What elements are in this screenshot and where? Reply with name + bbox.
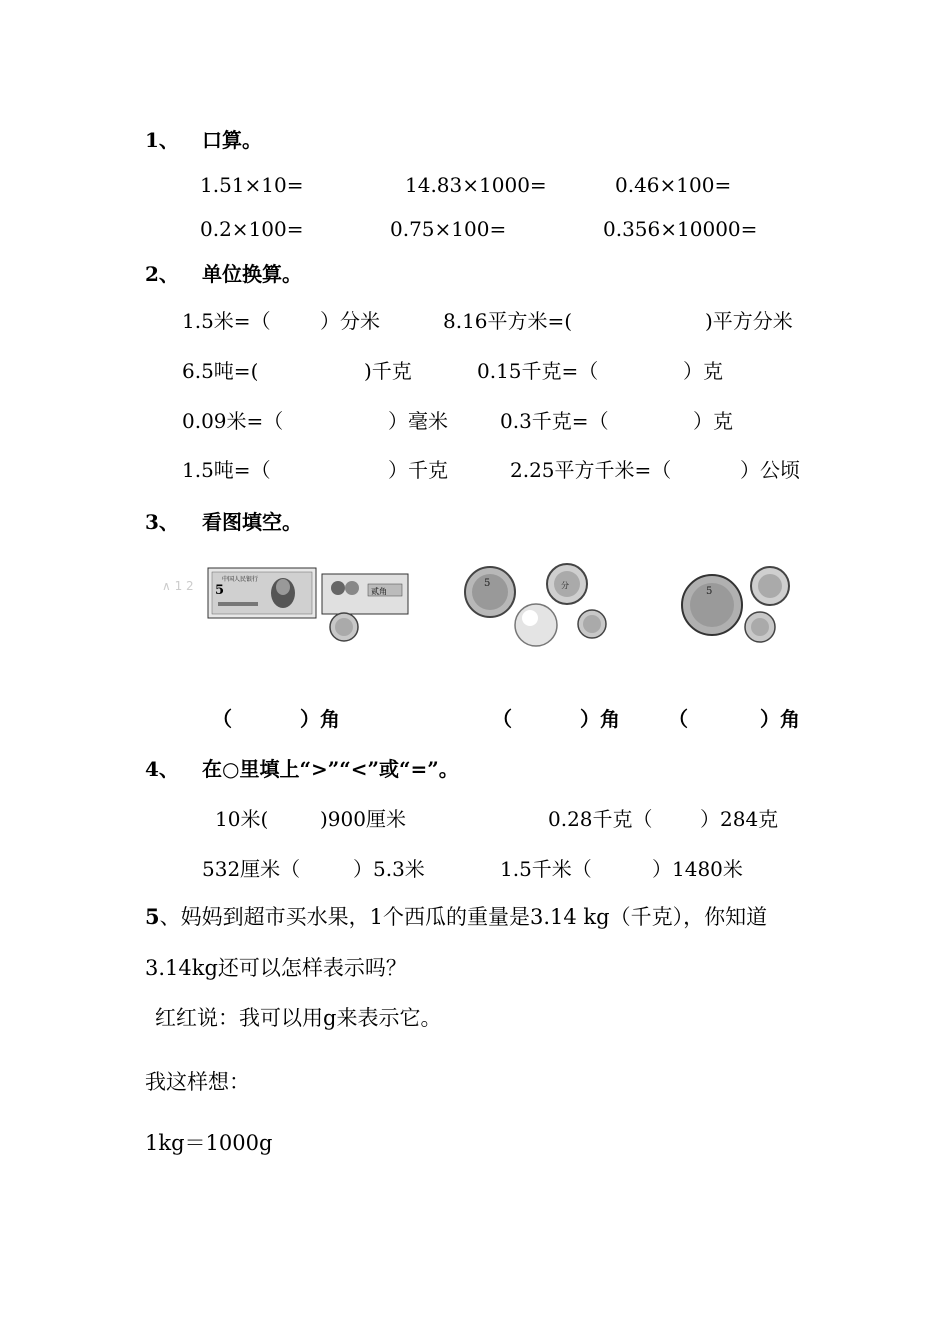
- q2-item-right-unit: ）公顷: [740, 458, 800, 482]
- q4-compare-right: ）284克: [700, 807, 779, 831]
- q5-line: 1kg＝1000g: [145, 1131, 273, 1155]
- q4-compare-right: )900厘米: [320, 807, 406, 831]
- q2-item-right: 2.25平方千米=（: [510, 458, 672, 482]
- coins-image-1: [430, 560, 630, 650]
- q1-expression: 0.46×100=: [615, 173, 732, 197]
- q2-number: 2、: [145, 262, 179, 286]
- svg-text:∧ 1 2: ∧ 1 2: [162, 579, 194, 593]
- q4-compare-left: 1.5千米（: [500, 857, 592, 881]
- q2-item-left-unit: )千克: [364, 359, 412, 383]
- q2-item-right: 0.15千克=（: [477, 359, 599, 383]
- q4-title: 在○里填上“>”“<”或“=”。: [202, 757, 459, 781]
- q2-item-left: 1.5米=（: [182, 309, 271, 333]
- two-jiao-banknote: [322, 574, 408, 614]
- q3-answer-close: ）角: [300, 707, 340, 731]
- q1-expression: 0.75×100=: [390, 217, 507, 241]
- q4-compare-left: 532厘米（: [202, 857, 301, 881]
- svg-text:5: 5: [484, 578, 491, 589]
- q2-item-left: 0.09米=（: [182, 409, 284, 433]
- q2-title: 单位换算。: [202, 262, 302, 286]
- q2-item-left-unit: ）分米: [320, 309, 380, 333]
- q2-item-right-unit: ）克: [693, 409, 733, 433]
- banknotes-and-coin-image: [160, 560, 420, 650]
- q1-title: 口算。: [202, 128, 262, 152]
- q5-line: 红红说：我可以用g来表示它。: [155, 1006, 442, 1030]
- coins-image-2: [670, 560, 810, 650]
- q2-item-left-unit: ）毫米: [388, 409, 448, 433]
- five-jiao-banknote: [208, 568, 316, 618]
- q2-item-right: 8.16平方米=(: [443, 309, 573, 333]
- q1-expression: 1.51×10=: [200, 173, 304, 197]
- q3-answer-close: ）角: [760, 707, 800, 731]
- q3-answer-open: （: [212, 707, 232, 731]
- q2-item-left: 6.5吨=(: [182, 359, 259, 383]
- svg-text:5: 5: [215, 583, 225, 598]
- q5-line: 我这样想：: [145, 1070, 250, 1094]
- q1-expression: 14.83×1000=: [405, 173, 547, 197]
- q4-compare-left: 10米(: [215, 807, 269, 831]
- q2-item-left: 1.5吨=（: [182, 458, 271, 482]
- svg-text:5: 5: [706, 586, 713, 597]
- q2-item-right: 0.3千克=（: [500, 409, 609, 433]
- q2-item-left-unit: ）千克: [388, 458, 448, 482]
- q2-item-right-unit: ）克: [683, 359, 723, 383]
- q3-answer-close: ）角: [580, 707, 620, 731]
- q3-title: 看图填空。: [202, 510, 302, 534]
- svg-text:中国人民银行: 中国人民银行: [222, 576, 259, 583]
- svg-text:贰角: 贰角: [371, 587, 387, 596]
- q1-expression: 0.2×100=: [200, 217, 304, 241]
- q3-answer-open: （: [492, 707, 512, 731]
- q5-line: 5、妈妈到超市买水果，1个西瓜的重量是3.14 kg（千克），你知道: [145, 904, 768, 929]
- coin: [330, 613, 358, 641]
- q1-expression: 0.356×10000=: [603, 217, 758, 241]
- q5-line: 3.14kg还可以怎样表示吗？: [145, 956, 407, 980]
- q2-item-right-unit: )平方分米: [705, 309, 793, 333]
- q3-number: 3、: [145, 510, 179, 534]
- q1-number: 1、: [145, 128, 179, 152]
- q4-number: 4、: [145, 757, 179, 781]
- q4-compare-right: ）5.3米: [353, 857, 425, 881]
- q4-compare-right: ）1480米: [652, 857, 743, 881]
- svg-text:分: 分: [561, 581, 569, 590]
- q4-compare-left: 0.28千克（: [548, 807, 653, 831]
- q3-answer-open: （: [668, 707, 688, 731]
